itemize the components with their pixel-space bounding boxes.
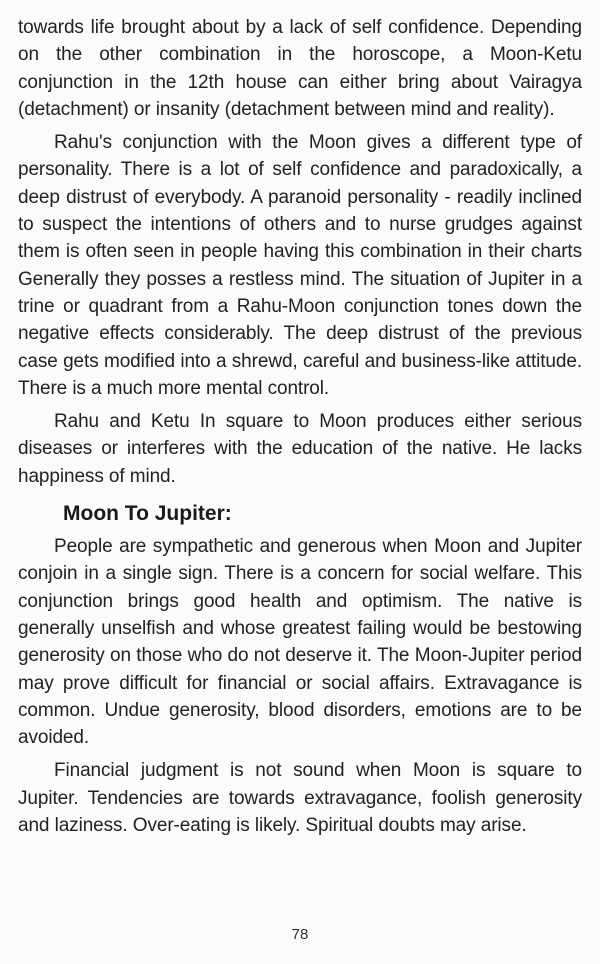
section-heading: Moon To Jupiter:: [63, 502, 232, 526]
page-number: 78: [291, 926, 309, 943]
paragraph-rahu-moon-conjunction: Rahu's conjunction with the Moon gives a different type of personality. There is a lot of self confidence and paradoxically, a deep distrust of everybody. A paranoid personality - readily inclined to suspect the intentions of others and to nurse grudges against them is often seen in people having this combination in their charts Generally they posses a restless mind. The situation of Jupiter in a trine or quadrant from a Rahu-Moon conjunction tones down the negative effects considerably. The deep distrust of the previous case gets modified into a shrewd, careful and business-like attitude. There is a much more mental control.: [18, 132, 582, 399]
paragraph-rahu-ketu-square: Rahu and Ketu In square to Moon produces either serious diseases or interferes with the education of the native. He lacks happiness of mind.: [18, 411, 582, 487]
page-body: [18, 14, 582, 839]
paragraph-moon-jupiter-conjunction: People are sympathetic and generous when Moon and Jupiter conjoin in a single sign. There is a concern for social welfare. This conjunction brings good health and optimism. The native is generally unselfish and whose greatest failing would be bestowing generosity on those who do not deserve it. The Moon-Jupiter period may prove difficult for financial or social affairs. Extravagance is common. Undue generosity, blood disorders, emotions are to be avoided.: [18, 536, 582, 749]
paragraph-moon-jupiter-square: Financial judgment is not sound when Moon is square to Jupiter. Tendencies are towards extravagance, foolish generosity and laziness. Over-eating is likely. Spiritual doubts may arise.: [18, 760, 582, 837]
paragraph-moon-ketu-continued: towards life brought about by a lack of self confidence. Depending on the other combination in the horoscope, a Moon-Ketu conjunction in the 12th house can either bring about Vairagya (detachment) or insanity (detachment between mind and reality).: [18, 17, 582, 120]
